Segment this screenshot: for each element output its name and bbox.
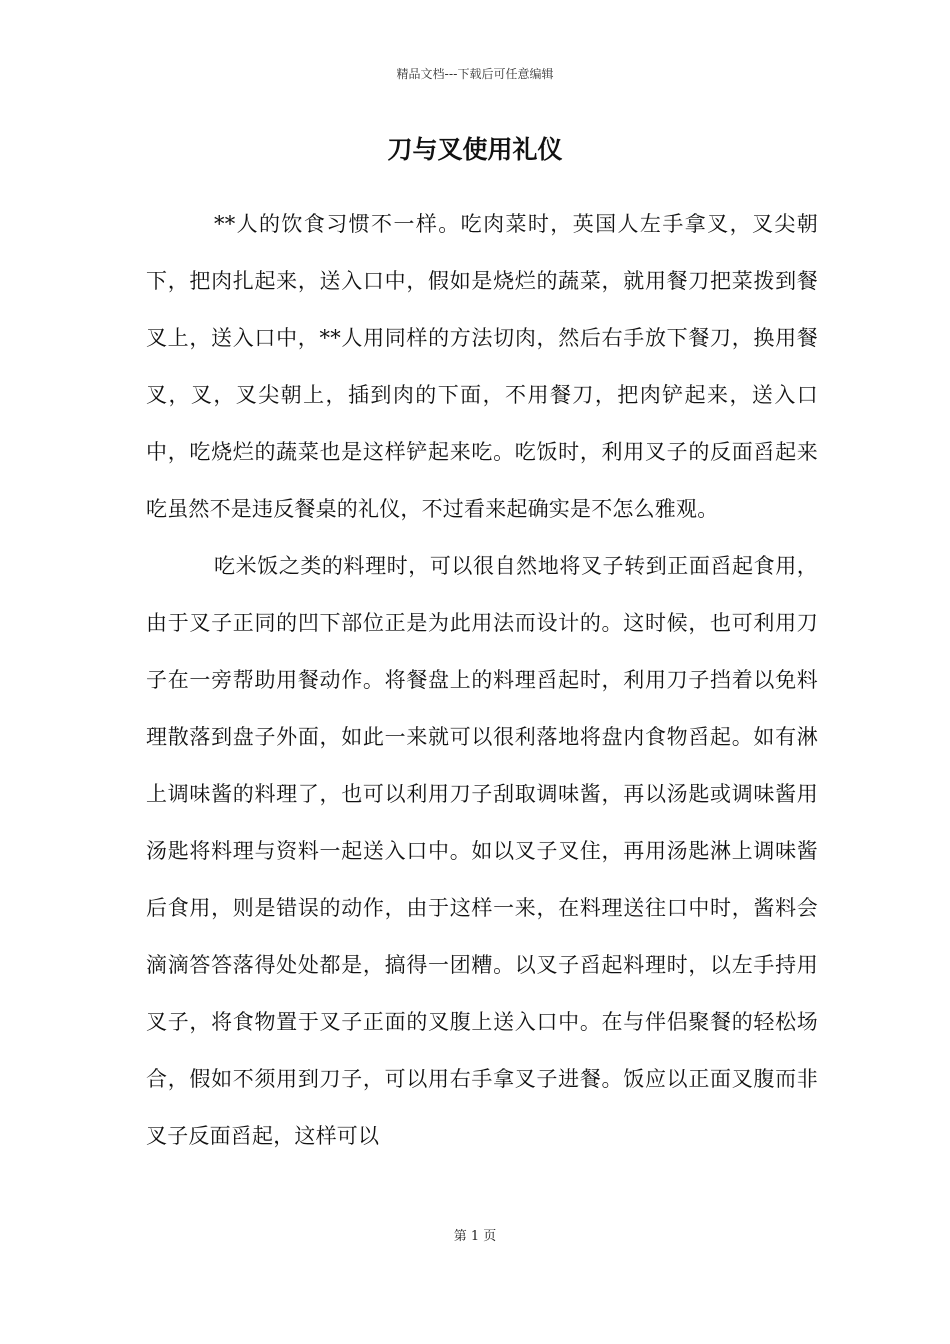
page-header: 精品文档---下载后可任意编辑: [396, 67, 554, 81]
document-body: [146, 196, 818, 1165]
paragraph-2: 吃米饭之类的料理时，可以很自然地将叉子转到正面舀起食用，由于叉子正同的凹下部位正是为此用法而设计的。这时候，也可利用刀子在一旁帮助用餐动作。将餐盘上的料理舀起时，利用刀子挡着以免料理散落到盘子外面，如此一来就可以很利落地将盘内食物舀起。如有淋上调味酱的料理了，也可以利用刀子刮取调味酱，再以汤匙或调味酱用汤匙将料理与资料一起送入口中。如以叉子叉住，再用汤匙淋上调味酱后食用，则是错误的动作，由于这样一来，在料理送往口中时，酱料会滴滴答答落得处处都是，搞得一团糟。以叉子舀起料理时，以左手持用叉子，将食物置于叉子正面的叉腹上送入口中。在与伴侣聚餐的轻松场合，假如不须用到刀子，可以用右手拿叉子进餐。饭应以正面叉腹而非叉子反面舀起，这样可以: [146, 554, 818, 1148]
document-title: 刀与叉使用礼仪: [387, 135, 563, 164]
paragraph-1: **人的饮食习惯不一样。吃肉菜时，英国人左手拿叉，叉尖朝下，把肉扎起来，送入口中，假如是烧烂的蔬菜，就用餐刀把菜拨到餐叉上，送入口中，**人用同样的方法切肉，然后右手放下餐刀，换用餐叉，叉，叉尖朝上，插到肉的下面，不用餐刀，把肉铲起来，送入口中，吃烧烂的蔬菜也是这样铲起来吃。吃饭时，利用叉子的反面舀起来吃虽然不是违反餐桌的礼仪，不过看来起确实是不怎么雅观。: [146, 212, 818, 521]
page-number: 第 1 页: [453, 1229, 497, 1244]
